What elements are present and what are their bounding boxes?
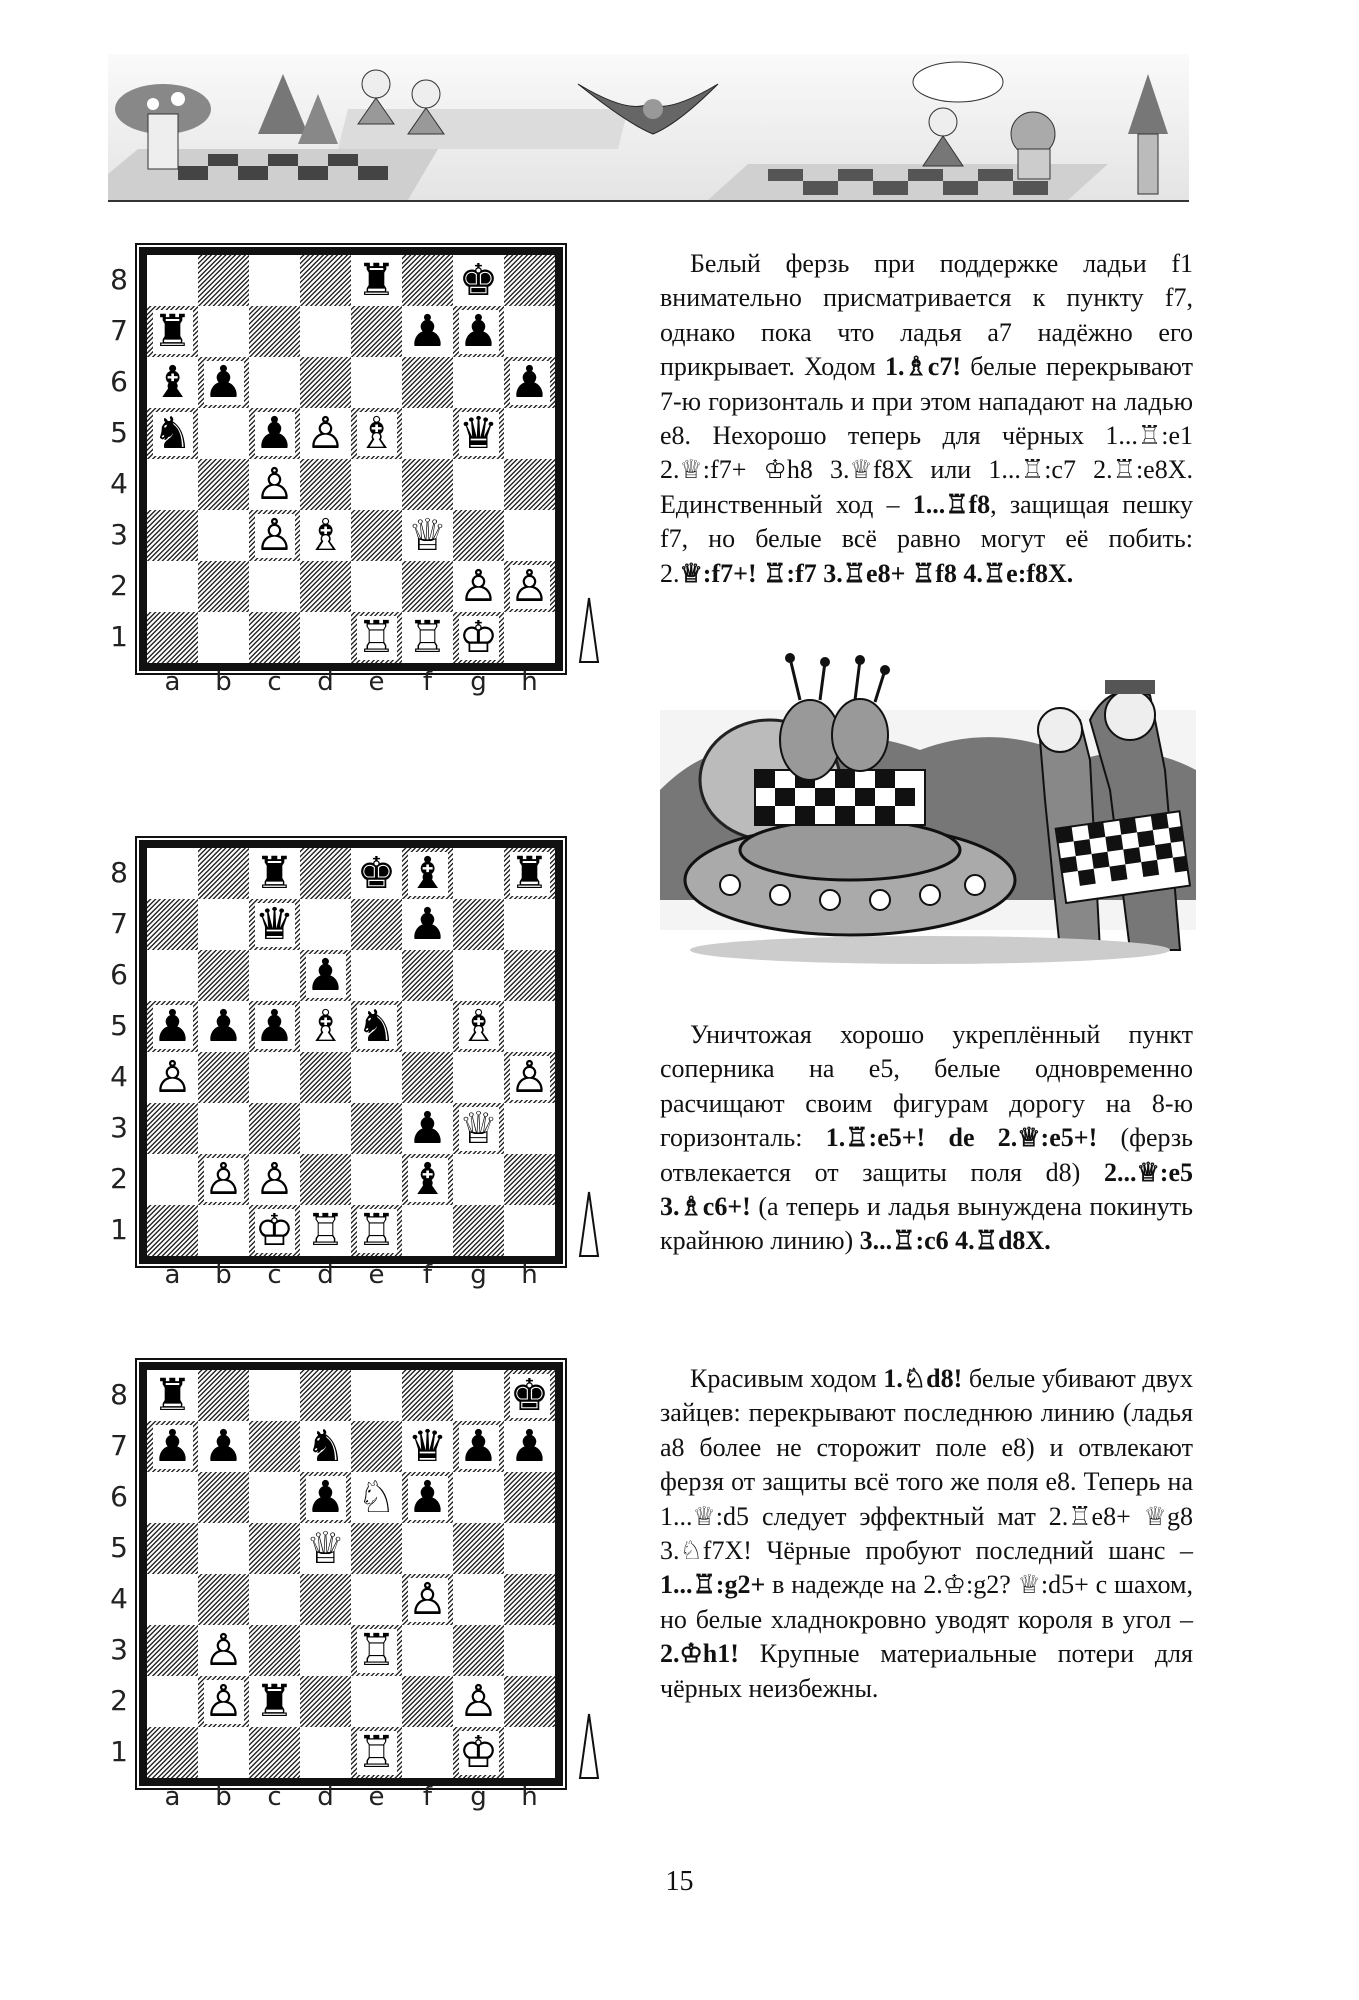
black-knight-icon: ♞ <box>356 1001 397 1052</box>
file-label: c <box>267 1260 282 1290</box>
black-bishop-icon: ♝ <box>152 357 193 408</box>
square-c3 <box>249 1103 300 1154</box>
file-label: h <box>521 1260 538 1290</box>
black-bishop-icon: ♝ <box>407 1154 448 1205</box>
black-bishop-icon: ♝ <box>407 848 448 899</box>
square-a3 <box>147 1625 198 1676</box>
file-label: f <box>422 667 433 697</box>
black-queen-icon: ♛ <box>254 899 295 950</box>
square-e3 <box>351 1103 402 1154</box>
square-d8 <box>300 1370 351 1421</box>
square-c3 <box>249 1625 300 1676</box>
black-queen-icon: ♛ <box>407 1421 448 1472</box>
rank-label: 4 <box>110 1582 128 1615</box>
commentary-paragraph <box>660 247 1193 591</box>
commentary-text: , защищая пешку f7, но белые всё равно могут её побить: 2. <box>660 489 1193 588</box>
square-b2 <box>198 561 249 612</box>
black-rook-icon: ♜ <box>152 1370 193 1421</box>
square-b4 <box>198 1574 249 1625</box>
square-c6 <box>249 950 300 1001</box>
square-e4 <box>351 459 402 510</box>
white-king-icon: ♔ <box>458 1727 499 1778</box>
square-b3 <box>198 1103 249 1154</box>
white-pawn-icon: ♙ <box>203 1625 244 1676</box>
square-e3 <box>351 510 402 561</box>
square-d8 <box>300 255 351 306</box>
commentary-text: белые перекрывают 7-ю горизонталь и при этом нападают на ладью e8. Нехорошо теперь для чёрных 1...♖:e1 2.♕:f7+ ♔h8 3.♕f8X или 1...♖:c7 2.♖:e8X. Единственный ход – <box>660 352 1193 519</box>
square-a8 <box>147 848 198 899</box>
rank-label: 4 <box>110 467 128 500</box>
black-knight-icon: ♞ <box>152 408 193 459</box>
white-pawn-icon: ♙ <box>305 408 346 459</box>
square-b8 <box>198 848 249 899</box>
white-pawn-icon: ♙ <box>152 1052 193 1103</box>
black-pawn-icon: ♟ <box>254 408 295 459</box>
rank-label: 5 <box>110 1531 128 1564</box>
square-a6 <box>147 950 198 1001</box>
commentary-text: белые убивают двух зайцев: перекрывают последнюю линию (ладья a8 более не сторожит поле e8) и отвлекают ферзя от защиты всё того же поля e8. Теперь на 1...♕:d5 следует эффектный мат 2.♖e8+ ♕g8 3.♘f7X! Чёрные пробуют последний шанс – <box>660 1364 1194 1566</box>
white-bishop-icon: ♗ <box>305 510 346 561</box>
black-rook-icon: ♜ <box>152 306 193 357</box>
square-e4 <box>351 1574 402 1625</box>
square-h5 <box>504 1523 555 1574</box>
square-g6 <box>453 1472 504 1523</box>
black-pawn-icon: ♟ <box>407 899 448 950</box>
black-king-icon: ♚ <box>509 1370 550 1421</box>
square-a1 <box>147 612 198 663</box>
rank-label: 8 <box>110 263 128 296</box>
black-pawn-icon: ♟ <box>407 306 448 357</box>
square-a2 <box>147 561 198 612</box>
white-king-icon: ♔ <box>458 612 499 663</box>
white-rook-icon: ♖ <box>356 1727 397 1778</box>
chessboard-1 <box>139 247 563 671</box>
white-bishop-icon: ♗ <box>458 1001 499 1052</box>
header-illustration <box>108 54 1189 202</box>
square-f1 <box>402 1727 453 1778</box>
square-b8 <box>198 255 249 306</box>
white-pawn-icon: ♙ <box>509 561 550 612</box>
white-pawn-icon: ♙ <box>203 1676 244 1727</box>
square-a3 <box>147 510 198 561</box>
black-pawn-icon: ♟ <box>458 306 499 357</box>
file-label: g <box>470 667 487 697</box>
move-notation: 1...♖:g2+ <box>660 1570 766 1600</box>
black-pawn-icon: ♟ <box>152 1001 193 1052</box>
file-label: g <box>470 1782 487 1812</box>
black-rook-icon: ♜ <box>254 848 295 899</box>
move-notation: ♕:f7+! ♖:f7 3.♖e8+ ♖f8 4.♖e:f8X. <box>679 558 1074 588</box>
file-label: b <box>215 667 232 697</box>
square-e8 <box>351 1370 402 1421</box>
square-f3 <box>402 1625 453 1676</box>
rank-label: 1 <box>110 620 128 653</box>
square-f6 <box>402 357 453 408</box>
white-rook-icon: ♖ <box>407 612 448 663</box>
rank-label: 7 <box>110 907 128 940</box>
square-e7 <box>351 899 402 950</box>
commentary-2 <box>660 1018 1193 1259</box>
rank-label: 4 <box>110 1060 128 1093</box>
square-f5 <box>402 408 453 459</box>
square-h3 <box>504 1625 555 1676</box>
black-rook-icon: ♜ <box>509 848 550 899</box>
black-pawn-icon: ♟ <box>203 357 244 408</box>
square-d8 <box>300 848 351 899</box>
square-d2 <box>300 1154 351 1205</box>
square-a1 <box>147 1727 198 1778</box>
square-g3 <box>453 1625 504 1676</box>
black-pawn-icon: ♟ <box>305 1472 346 1523</box>
square-g1 <box>453 1205 504 1256</box>
square-f5 <box>402 1001 453 1052</box>
square-a3 <box>147 1103 198 1154</box>
file-label: h <box>521 667 538 697</box>
square-c6 <box>249 1472 300 1523</box>
commentary-text: Белый ферзь при поддержке ладьи f1 внимательно присматривается к пункту f7, однако пока что ладья a7 надёжно его прикрывает. Ходом <box>660 249 1193 382</box>
square-c5 <box>249 1523 300 1574</box>
commentary-text: Красивым ходом <box>690 1364 884 1393</box>
square-h5 <box>504 1001 555 1052</box>
square-b1 <box>198 612 249 663</box>
commentary-text: (а теперь и ладья вынуждена покинуть крайнюю линию) <box>660 1192 1193 1256</box>
square-f4 <box>402 459 453 510</box>
rank-label: 6 <box>110 1480 128 1513</box>
white-to-move-icon <box>578 596 600 664</box>
square-e2 <box>351 1676 402 1727</box>
black-pawn-icon: ♟ <box>203 1421 244 1472</box>
square-f4 <box>402 1052 453 1103</box>
square-g8 <box>453 848 504 899</box>
file-label: f <box>422 1260 433 1290</box>
square-h3 <box>504 1103 555 1154</box>
file-label: c <box>267 667 282 697</box>
commentary-text: Уничтожая хорошо укреплённый пункт соперника на e5, белые одновременно расчищают своим фигурам дорогу на 8-ю горизонталь: <box>660 1020 1193 1153</box>
square-h4 <box>504 1574 555 1625</box>
square-c4 <box>249 1052 300 1103</box>
square-h2 <box>504 1676 555 1727</box>
square-g4 <box>453 1574 504 1625</box>
file-label: g <box>470 1260 487 1290</box>
square-a6 <box>147 1472 198 1523</box>
square-c8 <box>249 1370 300 1421</box>
square-b5 <box>198 1523 249 1574</box>
square-g6 <box>453 357 504 408</box>
black-rook-icon: ♜ <box>356 255 397 306</box>
square-h1 <box>504 612 555 663</box>
file-label: e <box>368 1782 385 1812</box>
page-number: 15 <box>665 1866 694 1897</box>
square-d4 <box>300 1574 351 1625</box>
square-c1 <box>249 612 300 663</box>
white-bishop-icon: ♗ <box>356 408 397 459</box>
square-g2 <box>453 1154 504 1205</box>
square-a2 <box>147 1154 198 1205</box>
square-h7 <box>504 899 555 950</box>
rank-label: 2 <box>110 1162 128 1195</box>
file-label: a <box>164 1260 181 1290</box>
square-g8 <box>453 1370 504 1421</box>
square-b1 <box>198 1727 249 1778</box>
square-a4 <box>147 459 198 510</box>
white-rook-icon: ♖ <box>356 612 397 663</box>
square-b5 <box>198 408 249 459</box>
file-label: e <box>368 667 385 697</box>
square-f1 <box>402 1205 453 1256</box>
rank-label: 3 <box>110 518 128 551</box>
square-d1 <box>300 612 351 663</box>
square-g4 <box>453 459 504 510</box>
square-c1 <box>249 1727 300 1778</box>
rank-label: 7 <box>110 314 128 347</box>
square-c4 <box>249 1574 300 1625</box>
square-b3 <box>198 510 249 561</box>
square-f6 <box>402 950 453 1001</box>
black-pawn-icon: ♟ <box>458 1421 499 1472</box>
white-pawn-icon: ♙ <box>254 510 295 561</box>
square-b6 <box>198 1472 249 1523</box>
black-knight-icon: ♞ <box>305 1421 346 1472</box>
square-d6 <box>300 357 351 408</box>
commentary-3 <box>660 1362 1193 1706</box>
square-e7 <box>351 1421 402 1472</box>
white-knight-icon: ♘ <box>356 1472 397 1523</box>
square-e7 <box>351 306 402 357</box>
rank-label: 5 <box>110 1009 128 1042</box>
file-label: a <box>164 1782 181 1812</box>
file-label: e <box>368 1260 385 1290</box>
black-queen-icon: ♛ <box>458 408 499 459</box>
square-h6 <box>504 950 555 1001</box>
square-b7 <box>198 306 249 357</box>
white-queen-icon: ♕ <box>458 1103 499 1154</box>
file-label: f <box>422 1782 433 1812</box>
move-notation: 1.♖:e5+! de 2.♕:e5+! <box>825 1123 1098 1153</box>
alien-spaceship-icon <box>660 650 1196 986</box>
square-h6 <box>504 1472 555 1523</box>
file-label: d <box>317 1782 334 1812</box>
white-rook-icon: ♖ <box>356 1205 397 1256</box>
commentary-paragraph <box>660 1018 1193 1259</box>
square-a2 <box>147 1676 198 1727</box>
square-g5 <box>453 1523 504 1574</box>
black-pawn-icon: ♟ <box>407 1472 448 1523</box>
move-notation: 3...♖:c6 4.♖d8X. <box>859 1226 1051 1256</box>
black-pawn-icon: ♟ <box>254 1001 295 1052</box>
white-queen-icon: ♕ <box>407 510 448 561</box>
rank-label: 6 <box>110 958 128 991</box>
square-h1 <box>504 1205 555 1256</box>
file-label: a <box>164 667 181 697</box>
square-g3 <box>453 510 504 561</box>
square-d7 <box>300 306 351 357</box>
file-label: h <box>521 1782 538 1812</box>
rank-label: 7 <box>110 1429 128 1462</box>
black-pawn-icon: ♟ <box>407 1103 448 1154</box>
black-rook-icon: ♜ <box>254 1676 295 1727</box>
white-bishop-icon: ♗ <box>305 1001 346 1052</box>
rank-label: 2 <box>110 569 128 602</box>
square-g6 <box>453 950 504 1001</box>
square-b7 <box>198 899 249 950</box>
square-e2 <box>351 561 402 612</box>
square-e5 <box>351 1523 402 1574</box>
rank-label: 3 <box>110 1633 128 1666</box>
white-queen-icon: ♕ <box>305 1523 346 1574</box>
commentary-1 <box>660 247 1193 591</box>
square-e6 <box>351 357 402 408</box>
rank-label: 3 <box>110 1111 128 1144</box>
white-rook-icon: ♖ <box>305 1205 346 1256</box>
square-f2 <box>402 1676 453 1727</box>
move-notation: 2...♕:e5 3.♗c6+! <box>660 1157 1193 1222</box>
white-pawn-icon: ♙ <box>458 1676 499 1727</box>
commentary-text: Крупные материальные потери для чёрных неизбежны. <box>660 1639 1193 1703</box>
rank-label: 5 <box>110 416 128 449</box>
square-h5 <box>504 408 555 459</box>
chessboard-2 <box>139 840 563 1264</box>
white-pawn-icon: ♙ <box>254 1154 295 1205</box>
square-d3 <box>300 1625 351 1676</box>
square-f8 <box>402 1370 453 1421</box>
square-b1 <box>198 1205 249 1256</box>
black-pawn-icon: ♟ <box>509 1421 550 1472</box>
square-c6 <box>249 357 300 408</box>
white-rook-icon: ♖ <box>356 1625 397 1676</box>
square-h3 <box>504 510 555 561</box>
move-notation: 1...♖f8 <box>912 489 991 519</box>
square-h8 <box>504 255 555 306</box>
file-label: d <box>317 1260 334 1290</box>
black-pawn-icon: ♟ <box>152 1421 193 1472</box>
rank-label: 8 <box>110 1378 128 1411</box>
square-f5 <box>402 1523 453 1574</box>
cartoon-banner-icon <box>108 54 1189 200</box>
square-b6 <box>198 950 249 1001</box>
square-a4 <box>147 1574 198 1625</box>
square-d3 <box>300 1103 351 1154</box>
square-h7 <box>504 306 555 357</box>
rank-label: 6 <box>110 365 128 398</box>
commentary-text: (ферзь отвлекается от защиты поля d8) <box>660 1123 1193 1187</box>
square-a7 <box>147 899 198 950</box>
white-pawn-icon: ♙ <box>254 459 295 510</box>
move-notation: 1.♗c7! <box>885 352 962 382</box>
square-h1 <box>504 1727 555 1778</box>
square-h2 <box>504 1154 555 1205</box>
square-c2 <box>249 561 300 612</box>
square-b4 <box>198 1052 249 1103</box>
white-pawn-icon: ♙ <box>458 561 499 612</box>
square-b8 <box>198 1370 249 1421</box>
square-d4 <box>300 1052 351 1103</box>
move-notation: 1.♘d8! <box>883 1364 963 1393</box>
square-d4 <box>300 459 351 510</box>
square-c7 <box>249 1421 300 1472</box>
file-label: b <box>215 1782 232 1812</box>
chessboard-3 <box>139 1362 563 1786</box>
square-g7 <box>453 899 504 950</box>
square-a1 <box>147 1205 198 1256</box>
square-g4 <box>453 1052 504 1103</box>
white-king-icon: ♔ <box>254 1205 295 1256</box>
file-label: b <box>215 1260 232 1290</box>
square-e2 <box>351 1154 402 1205</box>
file-label: c <box>267 1782 282 1812</box>
white-pawn-icon: ♙ <box>509 1052 550 1103</box>
white-pawn-icon: ♙ <box>407 1574 448 1625</box>
square-e6 <box>351 950 402 1001</box>
square-f8 <box>402 255 453 306</box>
commentary-text: в надежде на 2.♔:g2? ♕:d5+ с шахом, но белые хладнокровно уводят короля в угол – <box>660 1570 1193 1634</box>
black-pawn-icon: ♟ <box>305 950 346 1001</box>
square-c8 <box>249 255 300 306</box>
move-notation: 2.♔h1! <box>660 1639 739 1669</box>
square-e4 <box>351 1052 402 1103</box>
black-pawn-icon: ♟ <box>203 1001 244 1052</box>
rank-label: 8 <box>110 856 128 889</box>
square-c7 <box>249 306 300 357</box>
square-d7 <box>300 899 351 950</box>
commentary-paragraph <box>660 1362 1193 1706</box>
square-b4 <box>198 459 249 510</box>
square-d2 <box>300 561 351 612</box>
black-king-icon: ♚ <box>458 255 499 306</box>
square-h4 <box>504 459 555 510</box>
square-a8 <box>147 255 198 306</box>
white-pawn-icon: ♙ <box>203 1154 244 1205</box>
white-to-move-icon <box>578 1190 600 1258</box>
rank-label: 1 <box>110 1213 128 1246</box>
file-label: d <box>317 667 334 697</box>
square-d1 <box>300 1727 351 1778</box>
white-to-move-icon <box>578 1712 600 1780</box>
rank-label: 1 <box>110 1735 128 1768</box>
rank-label: 2 <box>110 1684 128 1717</box>
square-a5 <box>147 1523 198 1574</box>
aliens-cartoon <box>660 650 1196 986</box>
black-king-icon: ♚ <box>356 848 397 899</box>
square-f2 <box>402 561 453 612</box>
square-d2 <box>300 1676 351 1727</box>
black-pawn-icon: ♟ <box>509 357 550 408</box>
